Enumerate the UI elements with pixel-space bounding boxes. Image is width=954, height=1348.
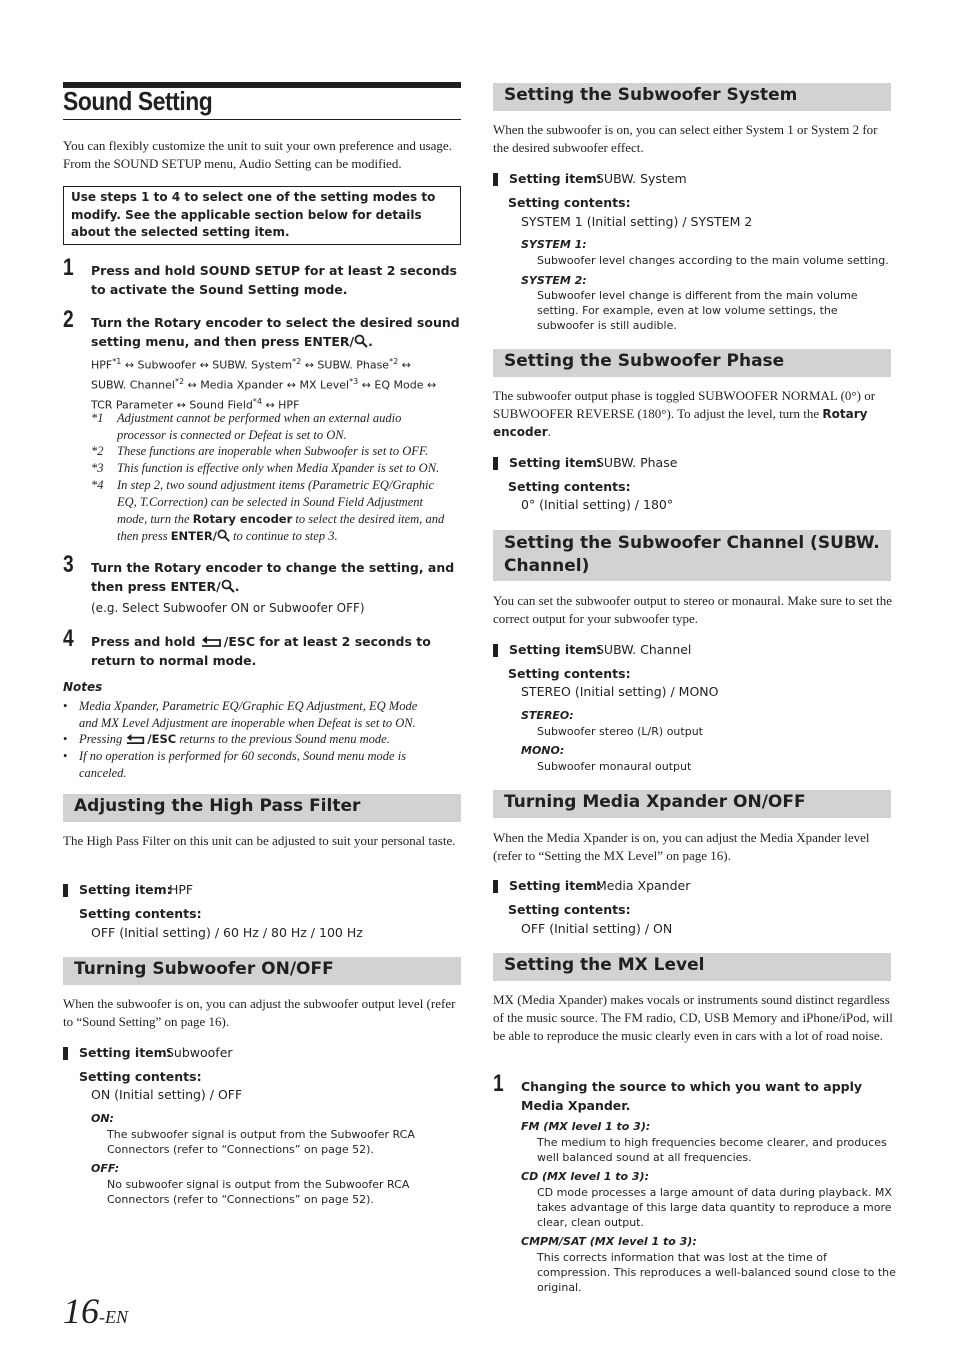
note-item-2: • Pressing /ESC returns to the previous Sound menu mode. bbox=[63, 732, 390, 746]
section-subw-channel-heading: Setting the Subwoofer Channel (SUBW. Channel) bbox=[504, 533, 880, 576]
mx-text: When the Media Xpander is on, you can adjust the Media Xpander level (refer to “Setting the MX Level” on page 16). bbox=[493, 830, 870, 863]
step-4-number: 4 bbox=[63, 625, 74, 652]
channel-stereo-desc: Subwoofer stereo (L/R) output bbox=[537, 725, 703, 738]
mxlevel-text: MX (Media Xpander) makes vocals or instruments sound distinct regardless of the music source. The FM radio, CD, USB Memory and iPhone/iPod, will be able to reproduce the music clearly even in cars with a lot of road noise. bbox=[493, 992, 893, 1043]
mxlevel-step-1-text: Changing the source to which you want to apply Media Xpander. bbox=[521, 1079, 863, 1113]
mx-contents-label: Setting contents: bbox=[508, 902, 631, 917]
subwoofer-off-desc: No subwoofer signal is output from the Subwoofer RCA Connectors (refer to “Connections” on page 52). bbox=[107, 1178, 410, 1206]
notes-heading: Notes bbox=[63, 680, 103, 694]
footnote-4: *4 In step 2, two sound adjustment items (Parametric EQ/Graphic EQ, T.Correction) can be selected in Sound Field Adjustment mode, turn the Rotary encoder to select the desired item, and then press ENTER/ to continue to step 3. bbox=[91, 478, 445, 543]
item-marker bbox=[493, 173, 498, 186]
channel-stereo-label: STEREO: bbox=[521, 709, 574, 722]
mx-cd-desc: CD mode processes a large amount of data during playback. MX takes advantage of this large data quantity to reproduce a more clear, clean output. bbox=[537, 1186, 892, 1229]
section-subw-system-heading: Setting the Subwoofer System bbox=[504, 85, 798, 105]
section-hpf-heading: Adjusting the High Pass Filter bbox=[74, 796, 361, 816]
footnote-2: *2 These functions are inoperable when Subwoofer is set to OFF. bbox=[91, 444, 429, 458]
menu-sequence bbox=[91, 354, 466, 414]
section-subwoofer bbox=[63, 957, 461, 985]
step-2-number: 2 bbox=[63, 306, 74, 333]
mx-fm-desc: The medium to high frequencies become clearer, and produces well balanced sound at all frequencies. bbox=[537, 1136, 887, 1164]
mx-contents: OFF (Initial setting) / ON bbox=[521, 921, 673, 936]
section-subwoofer-heading: Turning Subwoofer ON/OFF bbox=[74, 959, 334, 979]
back-arrow-icon bbox=[200, 635, 224, 648]
title-rule bbox=[63, 119, 461, 120]
subwoofer-off-label: OFF: bbox=[91, 1162, 120, 1175]
channel-contents: STEREO (Initial setting) / MONO bbox=[521, 684, 719, 699]
section-subw-phase bbox=[493, 349, 891, 377]
section-media-xpander bbox=[493, 790, 891, 818]
hpf-text: The High Pass Filter on this unit can be adjusted to suit your personal taste. bbox=[63, 833, 456, 848]
channel-contents-label: Setting contents: bbox=[508, 666, 631, 681]
footnote-1: *1 Adjustment cannot be performed when an external audio processor is connected or Defeat is set to ON. bbox=[91, 411, 402, 442]
note-item-1: • Media Xpander, Parametric EQ/Graphic EQ Adjustment, EQ Mode and MX Level Adjustment are inoperable when Defeat is set to ON. bbox=[63, 699, 418, 730]
back-arrow-icon bbox=[125, 733, 147, 745]
subwoofer-on-desc: The subwoofer signal is output from the Subwoofer RCA Connectors (refer to “Connections” on page 52). bbox=[107, 1128, 415, 1156]
mx-cmpm-desc: This corrects information that was lost at the time of compression. This reproduces a well-balanced sound close to the original. bbox=[537, 1251, 896, 1294]
system-contents: SYSTEM 1 (Initial setting) / SYSTEM 2 bbox=[521, 214, 753, 229]
mx-cmpm-label: CMPM/SAT (MX level 1 to 3): bbox=[521, 1235, 697, 1248]
sequence-line-3: TCR Parameter ↔ Sound Field$^{*4}$ ↔ HPF bbox=[91, 397, 300, 412]
step-3-number: 3 bbox=[63, 551, 74, 578]
note-item-3: • If no operation is performed for 60 seconds, Sound menu mode is canceled. bbox=[63, 749, 407, 780]
search-icon bbox=[354, 334, 368, 348]
phase-text: The subwoofer output phase is toggled SUBWOOFER NORMAL (0°) or SUBWOOFER REVERSE (180°). To adjust the level, turn the Rotary encoder. bbox=[493, 388, 876, 439]
footnote-3: *3 This function is effective only when Media Xpander is set to ON. bbox=[91, 461, 440, 475]
intro-text: You can flexibly customize the unit to suit your own preference and usage. From the SOUND SETUP menu, Audio Setting can be modified. bbox=[63, 138, 452, 171]
mxlevel-step-1-number: 1 bbox=[493, 1070, 504, 1097]
section-subw-phase-heading: Setting the Subwoofer Phase bbox=[504, 351, 785, 371]
item-marker bbox=[493, 457, 498, 470]
phase-contents: 0° (Initial setting) / 180° bbox=[521, 497, 674, 512]
section-hpf bbox=[63, 794, 461, 822]
item-marker bbox=[63, 1047, 68, 1060]
system-1-label: SYSTEM 1: bbox=[521, 238, 587, 251]
search-icon bbox=[221, 579, 235, 593]
channel-text: You can set the subwoofer output to stereo or monaural. Make sure to set the correct output for your subwoofer type. bbox=[493, 593, 893, 626]
mx-cd-label: CD (MX level 1 to 3): bbox=[521, 1170, 649, 1183]
step-1-text: Press and hold SOUND SETUP for at least 2 seconds to activate the Sound Setting mode. bbox=[91, 263, 457, 297]
item-marker bbox=[493, 644, 498, 657]
page-number: 16-EN bbox=[63, 1291, 128, 1331]
step-4-text: Press and hold /ESC for at least 2 seconds to return to normal mode. bbox=[91, 634, 431, 668]
sequence-line-2: SUBW. Channel$^{*2}$ ↔ Media Xpander ↔ MX Level$^{*3}$ ↔ EQ Mode ↔ bbox=[91, 377, 437, 392]
system-1-desc: Subwoofer level changes according to the main volume setting. bbox=[537, 254, 889, 267]
mx-fm-label: FM (MX level 1 to 3): bbox=[521, 1120, 651, 1133]
item-marker bbox=[493, 880, 498, 893]
sequence-line-1: HPF$^{*1}$ ↔ Subwoofer ↔ SUBW. System$^{*2}$ ↔ SUBW. Phase$^{*2}$ ↔ bbox=[91, 357, 411, 372]
system-2-desc: Subwoofer level change is different from the main volume setting. For example, even at low volume settings, the subwoofer is still audible. bbox=[537, 289, 858, 332]
search-icon bbox=[217, 529, 230, 542]
channel-mono-label: MONO: bbox=[521, 744, 565, 757]
hpf-contents: OFF (Initial setting) / 60 Hz / 80 Hz / 100 Hz bbox=[91, 925, 363, 940]
page-title: Sound Setting bbox=[63, 86, 213, 116]
section-mx-level-heading: Setting the MX Level bbox=[504, 955, 705, 975]
hpf-contents-label: Setting contents: bbox=[79, 906, 202, 921]
step-1-number: 1 bbox=[63, 254, 74, 281]
subwoofer-text: When the subwoofer is on, you can adjust the subwoofer output level (refer to “Sound Setting” on page 16). bbox=[63, 996, 456, 1029]
phase-contents-label: Setting contents: bbox=[508, 479, 631, 494]
system-2-label: SYSTEM 2: bbox=[521, 274, 587, 287]
system-text: When the subwoofer is on, you can select either System 1 or System 2 for the desired subwoofer effect. bbox=[493, 122, 878, 155]
section-subw-system bbox=[493, 83, 891, 111]
step-3-example: (e.g. Select Subwoofer ON or Subwoofer OFF) bbox=[91, 601, 365, 615]
item-marker bbox=[63, 884, 68, 897]
step-2-text: Turn the Rotary encoder to select the desired sound setting menu, and then press ENTER/ . bbox=[91, 315, 460, 349]
step-3-text: Turn the Rotary encoder to change the setting, and then press ENTER/ . bbox=[91, 560, 455, 594]
instruction-box: Use steps 1 to 4 to select one of the setting modes to modify. See the applicable section below for details about the selected setting item. bbox=[63, 186, 461, 245]
section-media-xpander-heading: Turning Media Xpander ON/OFF bbox=[504, 792, 806, 812]
channel-mono-desc: Subwoofer monaural output bbox=[537, 760, 692, 773]
section-subw-channel bbox=[493, 530, 891, 581]
subwoofer-contents: ON (Initial setting) / OFF bbox=[91, 1087, 243, 1102]
section-mx-level bbox=[493, 953, 891, 981]
subwoofer-contents-label: Setting contents: bbox=[79, 1069, 202, 1084]
system-contents-label: Setting contents: bbox=[508, 195, 631, 210]
subwoofer-on-label: ON: bbox=[91, 1112, 114, 1125]
